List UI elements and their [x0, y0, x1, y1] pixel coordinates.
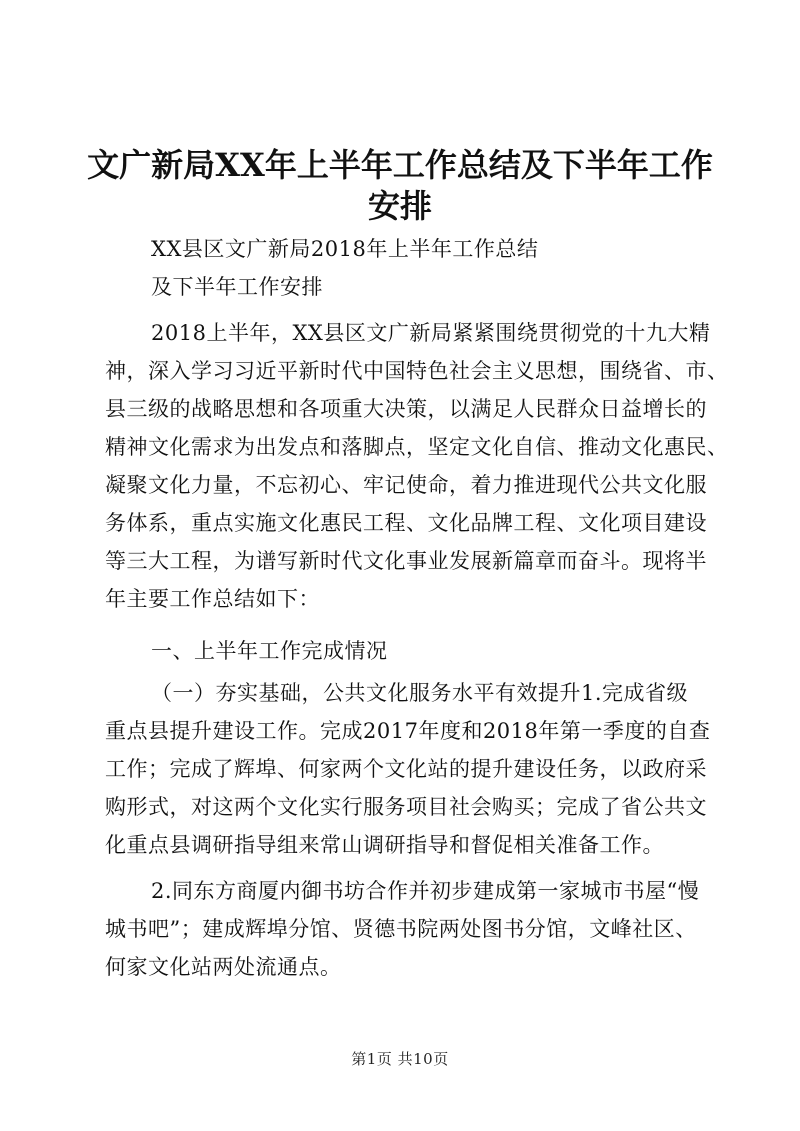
paragraph-line: 等三大工程，为谱写新时代文化事业发展新篇章而奋斗。现将半 [105, 549, 707, 573]
paragraph-line: 何家文化站两处流通点。 [105, 955, 342, 979]
paragraph-line: 凝聚文化力量，不忘初心、牢记使命，着力推进现代公共文化服 [105, 473, 707, 497]
paragraph-line: 务体系，重点实施文化惠民工程、文化品牌工程、文化项目建设 [105, 511, 707, 535]
paragraph-line: （一）夯实基础，公共文化服务水平有效提升1.完成省级 [151, 681, 689, 705]
paragraph-line: 县三级的战略思想和各项重大决策，以满足人民群众日益增长的 [105, 397, 707, 421]
document-subtitle [105, 230, 705, 306]
paragraph-line: 神，深入学习习近平新时代中国特色社会主义思想，围绕省、市、 [105, 359, 729, 383]
section-heading-text: 一、上半年工作完成情况 [151, 639, 388, 663]
paragraph-foundation [105, 674, 711, 864]
paragraph-line: 城书吧”；建成辉埠分馆、贤德书院两处图书分馆，文峰社区、 [105, 917, 697, 941]
document-title-line-1: 文广新局XX年上半年工作总结及下半年工作 [87, 146, 713, 184]
paragraph-line: 2.同东方商厦内御书坊合作并初步建成第一家城市书屋“慢 [151, 879, 700, 903]
section-heading [105, 632, 705, 670]
paragraph-line: 购形式，对这两个文化实行服务项目社会购买；完成了省公共文 [105, 795, 707, 819]
paragraph-line: 精神文化需求为出发点和落脚点，坚定文化自信、推动文化惠民、 [105, 435, 729, 459]
document-title-line-2: 安排 [367, 187, 432, 225]
paragraph-line: 重点县提升建设工作。完成2017年度和2018年第一季度的自查 [105, 719, 711, 743]
paragraph-line: 工作；完成了辉埠、何家两个文化站的提升建设任务，以政府采 [105, 757, 707, 781]
subtitle-line: XX县区文广新局2018年上半年工作总结 [151, 237, 539, 261]
paragraph-introduction [105, 314, 729, 618]
paragraph-line: 化重点县调研指导组来常山调研指导和督促相关准备工作。 [105, 833, 664, 857]
paragraph-line: 2018上半年，XX县区文广新局紧紧围绕贯彻党的十九大精 [151, 321, 711, 345]
page-number-footer: 第1页 共10页 [351, 1050, 449, 1068]
subtitle-line: 及下半年工作安排 [151, 275, 323, 299]
paragraph-line: 年主要工作总结如下： [105, 587, 320, 611]
paragraph-city-bookstore [105, 872, 705, 986]
